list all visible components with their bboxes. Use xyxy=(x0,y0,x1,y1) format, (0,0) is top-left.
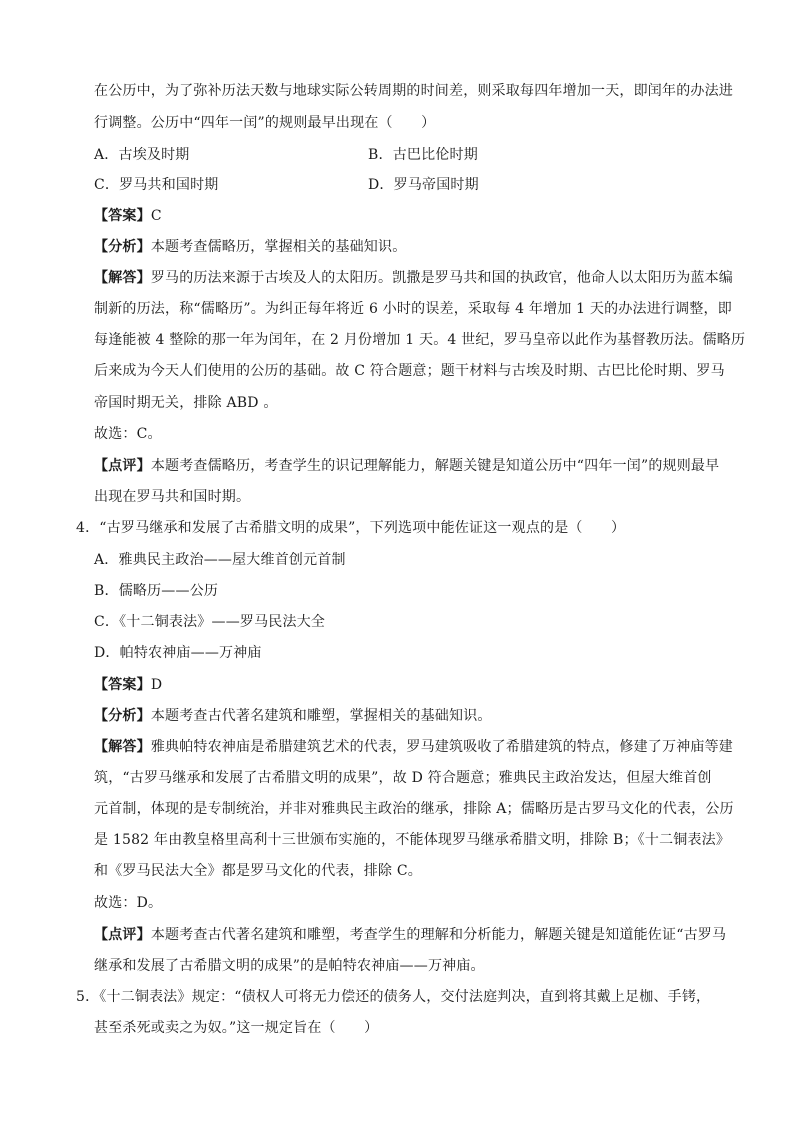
answer-value: D xyxy=(150,677,163,693)
q4-option-d: D．帕特农神庙——万神庙 xyxy=(94,645,262,661)
q4-analysis xyxy=(94,706,492,726)
q3-solution-line-4: 后来成为今天人们使用的公历的基础。故 C 符合题意；题干材料与古埃及时期、古巴比伦时期、罗马 xyxy=(94,363,725,379)
q4-solution-line-4: 是 1582 年由教皇格里高利十三世颁布实施的，不能体现罗马继承希腊文明，排除 B；《十二铜表法》 xyxy=(94,832,731,848)
solution-tag: 【解答】 xyxy=(94,739,151,755)
q3-solution-line-5: 帝国时期无关，排除 ABD 。 xyxy=(94,395,278,411)
q3-option-d: D．罗马帝国时期 xyxy=(368,177,479,193)
q4-option-a: A．雅典民主政治——屋大维首创元首制 xyxy=(94,552,346,568)
solution-tag: 【解答】 xyxy=(94,270,151,286)
comment-text: 本题考查儒略历，考查学生的识记理解能力，解题关键是知道公历中“四年一闰”的规则最早 xyxy=(150,458,720,474)
q3-option-c: C．罗马共和国时期 xyxy=(94,177,219,193)
q3-comment-line-2: 出现在罗马共和国时期。 xyxy=(94,489,251,505)
q3-solution-line-1 xyxy=(94,268,733,288)
q3-stem-line-1: 在公历中，为了弥补历法天数与地球实际公转周期的时间差，则采取每四年增加一天，即闰年的办法进 xyxy=(94,83,733,99)
q4-answer xyxy=(94,675,162,695)
q4-solution-line-2: 筑，“古罗马继承和发展了古希腊文明的成果”，故 D 符合题意；雅典民主政治发达，但屋大维首创 xyxy=(94,770,712,786)
solution-text: 雅典帕特农神庙是希腊建筑艺术的代表，罗马建筑吸收了希腊建筑的特点，修建了万神庙等建 xyxy=(150,739,734,755)
analysis-text: 本题考查古代著名建筑和雕塑，掌握相关的基础知识。 xyxy=(150,708,492,724)
q4-solution-line-5: 和《罗马民法大全》都是罗马文化的代表，排除 C。 xyxy=(94,863,422,879)
analysis-tag: 【分析】 xyxy=(94,239,151,255)
q5-stem-line-2: 甚至杀死或卖之为奴。”这一规定旨在（ ） xyxy=(94,1020,379,1036)
answer-value: C xyxy=(150,208,162,224)
solution-text: 罗马的历法来源于古埃及人的太阳历。凯撒是罗马共和国的执政官，他命人以太阳历为蓝本编 xyxy=(150,270,734,286)
q4-comment-line-2: 继承和发展了古希腊文明的成果”的是帕特农神庙——万神庙。 xyxy=(94,958,485,974)
analysis-text: 本题考查儒略历，掌握相关的基础知识。 xyxy=(150,239,407,255)
q4-option-b: B．儒略历——公历 xyxy=(94,583,219,599)
q3-choice: 故选：C。 xyxy=(94,426,162,442)
q4-choice: 故选：D。 xyxy=(94,895,163,911)
comment-tag: 【点评】 xyxy=(94,927,151,943)
answer-tag: 【答案】 xyxy=(94,677,151,693)
q4-comment-line-1 xyxy=(94,925,726,945)
answer-tag: 【答案】 xyxy=(94,208,151,224)
q4-solution-line-1 xyxy=(94,737,733,757)
q3-solution-line-3: 每逢能被 4 整除的那一年为闰年，在 2 月份增加 1 天。4 世纪，罗马皇帝以此作为基督教历法。儒略历 xyxy=(94,332,746,348)
q3-option-b: B．古巴比伦时期 xyxy=(368,147,478,163)
q4-solution-line-3: 元首制，体现的是专制统治，并非对雅典民主政治的继承，排除 A；儒略历是古罗马文化的代表，公历 xyxy=(94,801,734,817)
q3-comment-line-1 xyxy=(94,456,719,476)
q4-stem: 4．“古罗马继承和发展了古希腊文明的成果”，下列选项中能佐证这一观点的是（ ） xyxy=(76,520,626,536)
q3-analysis xyxy=(94,237,406,257)
comment-tag: 【点评】 xyxy=(94,458,151,474)
comment-text: 本题考查古代著名建筑和雕塑，考查学生的理解和分析能力，解题关键是知道能佐证“古罗马 xyxy=(150,927,727,943)
analysis-tag: 【分析】 xyxy=(94,708,151,724)
q4-option-c: C．《十二铜表法》——罗马民法大全 xyxy=(94,614,326,630)
q3-stem-line-2: 行调整。公历中“四年一闰”的规则最早出现在（ ） xyxy=(94,115,436,131)
q3-answer xyxy=(94,206,162,226)
q3-solution-line-2: 制新的历法，称“儒略历”。为纠正每年将近 6 小时的误差，采取每 4 年增加 1 天的办法进行调整，即 xyxy=(94,301,732,317)
q3-option-a: A．古埃及时期 xyxy=(94,147,190,163)
q5-stem-line-1: 5．《十二铜表法》规定：“债权人可将无力偿还的债务人，交付法庭判决，直到将其戴上足枷、手铐， xyxy=(76,989,711,1005)
